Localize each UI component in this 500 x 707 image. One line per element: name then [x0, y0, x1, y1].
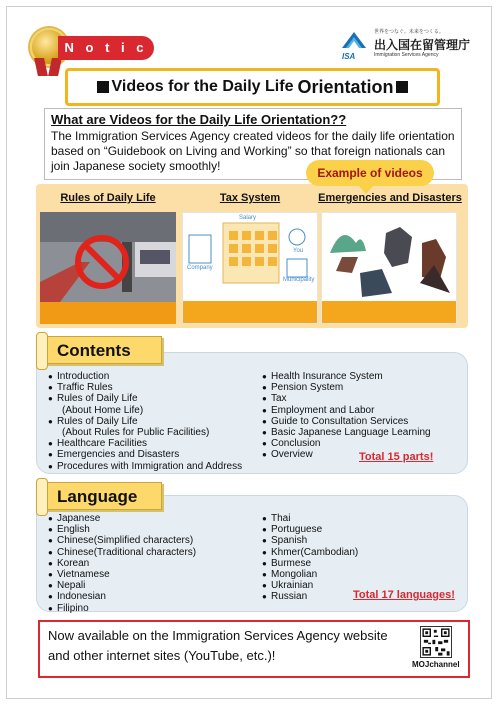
title-emphasis: Orientation [297, 76, 394, 97]
video-thumbnail-disasters[interactable] [321, 212, 457, 324]
municipality-label: Municipality [283, 277, 315, 283]
language-total: Total 17 languages! [353, 589, 455, 601]
list-item: ● Chinese(Simplified characters) [48, 535, 258, 546]
intro-heading: What are Videos for the Daily Life Orientation?? [51, 112, 347, 127]
contents-list-right [262, 371, 462, 461]
isa-letters: ISA [342, 52, 356, 61]
list-item: ● Conclusion [262, 438, 462, 449]
example-videos-badge: Example of videos [306, 160, 434, 186]
list-item: ● Filipino [48, 603, 258, 614]
list-item: ● Russian [262, 591, 462, 602]
list-item-text: Rules of Daily Life [57, 393, 138, 405]
video-caption-tax [183, 301, 317, 323]
list-item: ● Procedures with Immigration and Address [48, 461, 258, 472]
video-title-tax: Tax System [219, 192, 281, 204]
video-thumbnail-tax[interactable] [182, 212, 318, 324]
list-item: ● Pension System [262, 382, 462, 393]
list-item: ● Mongolian [262, 569, 462, 580]
isa-mark-icon [340, 30, 368, 52]
company-label: Company [187, 265, 213, 271]
square-bullet-icon [396, 81, 408, 93]
list-item: ● Japanese [48, 513, 258, 524]
language-list-left [48, 513, 258, 614]
list-item: ● Burmese [262, 558, 462, 569]
page-title [65, 68, 440, 106]
title-prefix: Videos for the Daily Life [111, 78, 294, 95]
list-item-subtext: (About Home Life) [62, 404, 144, 416]
list-item: ● Basic Japanese Language Learning [262, 427, 462, 438]
video-title-disasters: Emergencies and Disasters [318, 192, 462, 204]
isa-name-en: Immigration Services Agency [374, 52, 439, 58]
list-item [48, 393, 258, 415]
isa-name-jp: 出入国在留管理庁 [374, 38, 471, 52]
list-item-subtext: (About Rules for Public Facilities) [62, 427, 210, 439]
disaster-illustration [322, 213, 456, 301]
list-item: ● Portuguese [262, 524, 462, 535]
list-item: ● Health Insurance System [262, 371, 462, 382]
salary-label: Salary [239, 215, 257, 221]
qr-code-icon[interactable] [420, 626, 452, 658]
list-item: ● Introduction [48, 371, 258, 382]
tax-diagram-image [183, 213, 317, 301]
list-item: ● Traffic Rules [48, 382, 258, 393]
notice-tag: N o t i c e [58, 36, 154, 60]
language-label: Language [42, 482, 162, 510]
list-item: ● Indonesian [48, 591, 258, 602]
isa-logo [340, 28, 470, 62]
video-title-rules: Rules of Daily Life [60, 192, 156, 204]
list-item-text: Rules of Daily Life [57, 415, 138, 427]
list-item: ● Ukrainian [262, 580, 462, 591]
list-item: ● Chinese(Traditional characters) [48, 547, 258, 558]
list-item: ● Healthcare Facilities [48, 438, 258, 449]
list-item: ● Tax [262, 393, 462, 404]
list-item: ● Guide to Consultation Services [262, 416, 462, 427]
you-label: You [293, 248, 304, 254]
video-caption-disasters [322, 301, 456, 323]
availability-box [38, 620, 470, 678]
list-item: ● Spanish [262, 535, 462, 546]
list-item: ● Employment and Labor [262, 405, 462, 416]
video-caption-rules [40, 302, 176, 324]
list-item: ● English [48, 524, 258, 535]
intro-text: The Immigration Services Agency created videos for the daily life orientation based on “Guidebook on Living and Working” so that foreign nationals can join Japanese society smoothly! [51, 129, 455, 173]
list-item: ● Thai [262, 513, 462, 524]
contents-total: Total 15 parts! [359, 451, 434, 463]
list-item [48, 416, 258, 438]
list-item: ● Korean [48, 558, 258, 569]
list-item: ● Vietnamese [48, 569, 258, 580]
list-item: ● Khmer(Cambodian) [262, 547, 462, 558]
availability-text: Now available on the Immigration Services Agency website and other internet sites (YouTube, etc.)! [48, 628, 388, 663]
square-bullet-icon [97, 81, 109, 93]
street-scene-image [40, 212, 176, 302]
contents-label: Contents [42, 336, 162, 364]
qr-label: MOJchannel [412, 660, 460, 669]
contents-list-left [48, 371, 258, 472]
list-item: ● Emergencies and Disasters [48, 449, 258, 460]
list-item: ● Nepali [48, 580, 258, 591]
isa-tagline: 世界をつなぐ。未来をつくる。 [374, 29, 444, 35]
list-item: ● Overview [262, 449, 462, 460]
video-thumbnail-rules[interactable] [40, 212, 176, 324]
